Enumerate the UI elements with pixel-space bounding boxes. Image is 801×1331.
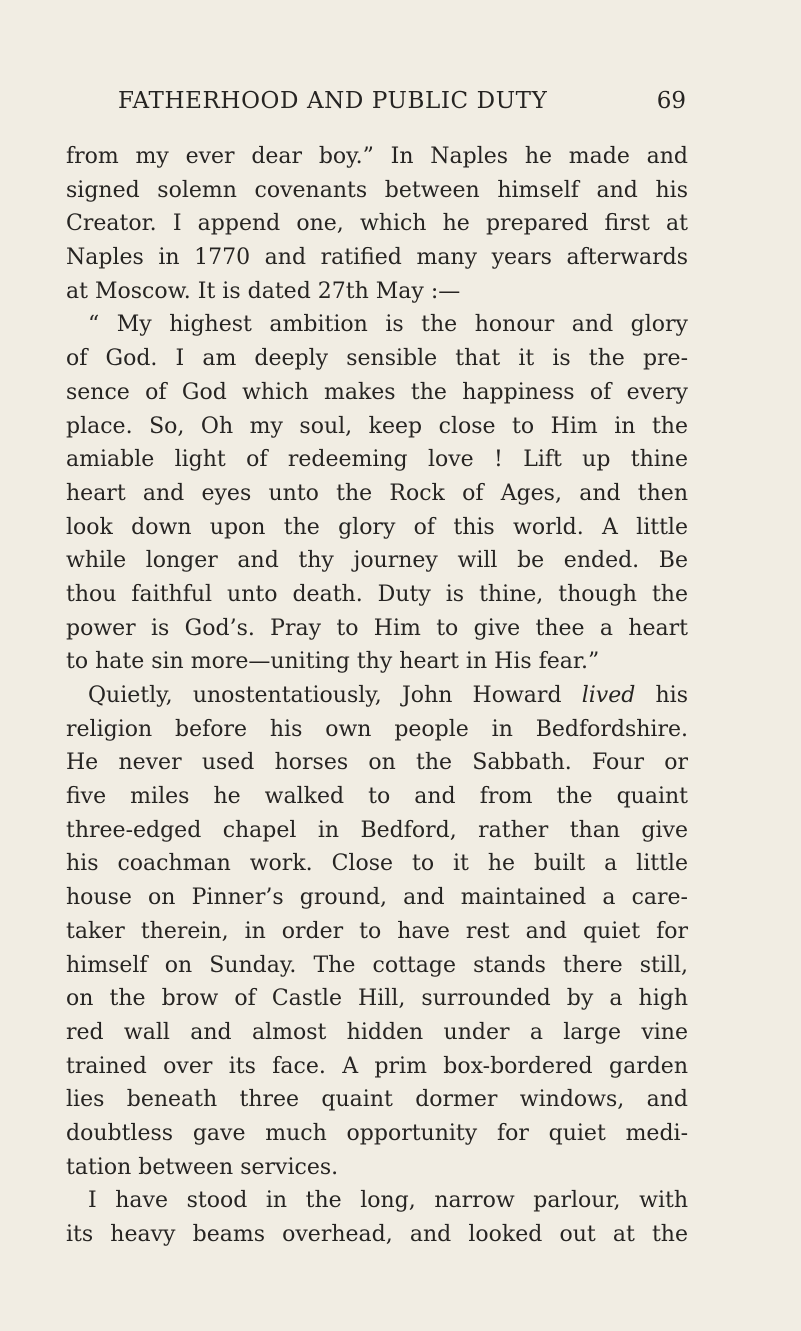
text-line: trained over its face. A prim box-bordered garden bbox=[66, 1053, 688, 1079]
text-run: his bbox=[635, 683, 689, 708]
text-line: lies beneath three quaint dormer windows, and bbox=[66, 1087, 688, 1113]
text-line: place. So, Oh my soul, keep close to Him in the bbox=[66, 413, 688, 439]
text-line: red wall and almost hidden under a large vine bbox=[66, 1019, 688, 1045]
text-line: his coachman work. Close to it he built a little bbox=[66, 851, 688, 877]
running-title: FATHERHOOD AND PUBLIC DUTY bbox=[118, 88, 548, 114]
text-line: He never used horses on the Sabbath. Four or bbox=[66, 750, 688, 776]
text-line: on the brow of Castle Hill, surrounded by a high bbox=[66, 986, 688, 1012]
text-line: Naples in 1770 and ratified many years afterwards bbox=[66, 245, 688, 271]
page-number: 69 bbox=[656, 88, 686, 114]
text-line: doubtless gave much opportunity for quiet medi- bbox=[66, 1120, 688, 1146]
text-line: look down upon the glory of this world. A little bbox=[66, 514, 688, 540]
text-line: taker therein, in order to have rest and quiet for bbox=[66, 918, 688, 944]
text-line: at Moscow. It is dated 27th May :— bbox=[66, 278, 461, 304]
text-line: heart and eyes unto the Rock of Ages, and then bbox=[66, 480, 688, 506]
text-line: power is God’s. Pray to Him to give thee a heart bbox=[66, 615, 688, 641]
emphasis-word: lived bbox=[581, 683, 636, 708]
text-line: tation between services. bbox=[66, 1154, 339, 1180]
text-line: religion before his own people in Bedfordshire. bbox=[66, 716, 688, 742]
text-line: Creator. I append one, which he prepared first at bbox=[66, 211, 688, 237]
text-line: while longer and thy journey will be ended. Be bbox=[66, 548, 688, 574]
text-line bbox=[66, 679, 688, 713]
text-line: amiable light of redeeming love ! Lift up thine bbox=[66, 447, 688, 473]
running-head bbox=[118, 88, 686, 122]
text-line: “ My highest ambition is the honour and glory bbox=[88, 312, 688, 338]
text-line: its heavy beams overhead, and looked out at the bbox=[66, 1222, 688, 1247]
text-line: signed solemn covenants between himself and his bbox=[66, 177, 688, 203]
text-line: to hate sin more—uniting thy heart in His fear.” bbox=[66, 649, 600, 675]
text-line: thou faithful unto death. Duty is thine, though the bbox=[66, 581, 688, 607]
text-line: of God. I am deeply sensible that it is the pre- bbox=[66, 346, 688, 372]
body-text bbox=[66, 140, 688, 1252]
text-line: I have stood in the long, narrow parlour, with bbox=[88, 1188, 688, 1214]
text-line: five miles he walked to and from the quaint bbox=[66, 784, 688, 810]
text-line: house on Pinner’s ground, and maintained a care- bbox=[66, 885, 688, 911]
text-line: three-edged chapel in Bedford, rather than give bbox=[66, 817, 688, 843]
text-line: sence of God which makes the happiness of every bbox=[66, 379, 688, 405]
text-run: Quietly, unostentatiously, John Howard bbox=[88, 683, 582, 708]
text-line: from my ever dear boy.” In Naples he made and bbox=[66, 144, 688, 169]
text-line: himself on Sunday. The cottage stands there still, bbox=[66, 952, 688, 978]
